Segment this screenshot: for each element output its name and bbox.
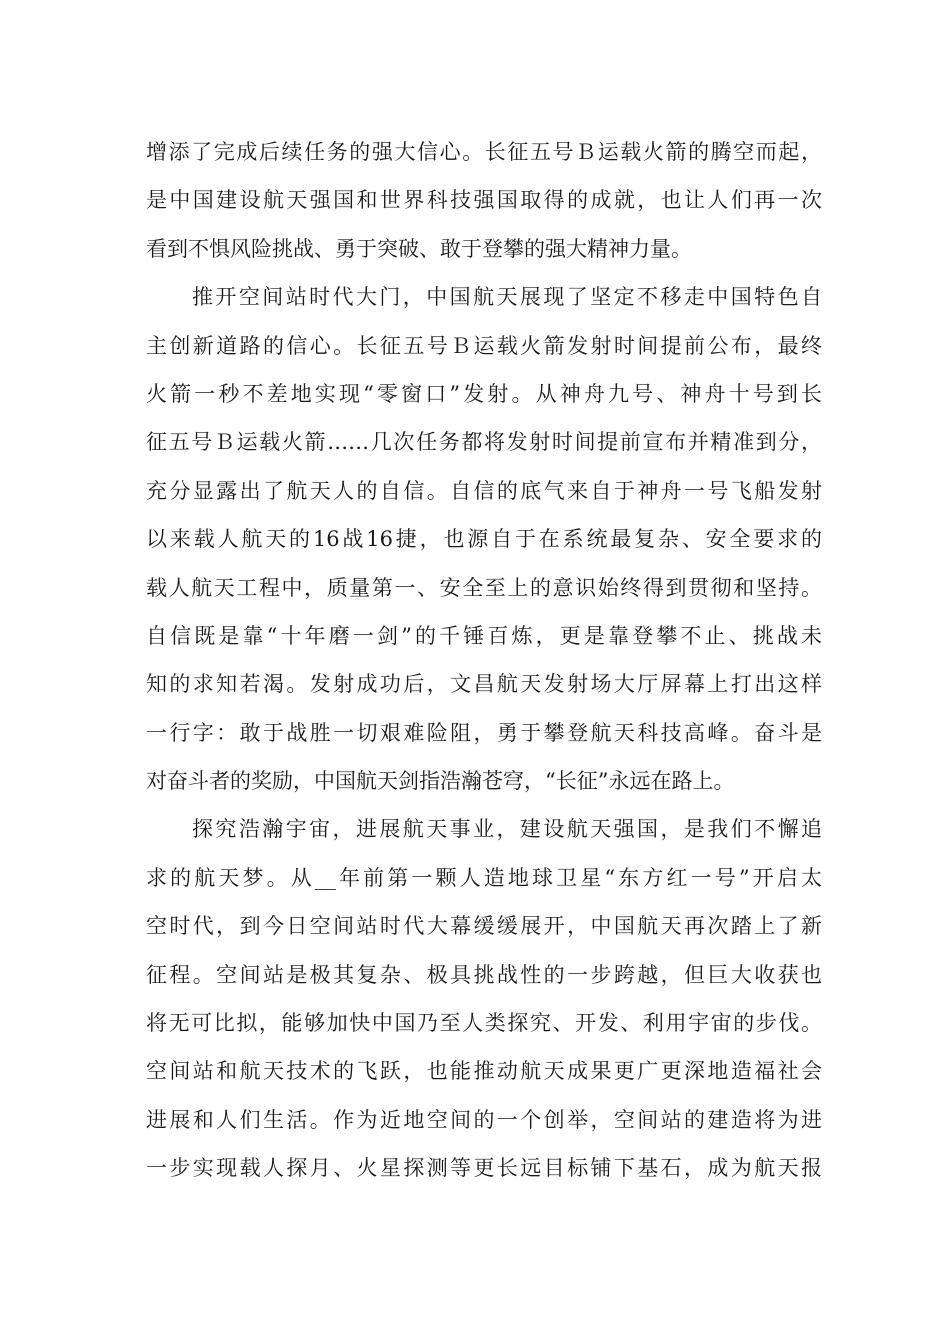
text-line: 求的航天梦。从__年前第一颗人造地球卫星“东方红一号”开启太	[146, 865, 822, 890]
paragraph-first-line: 推开空间站时代大门，中国航天展现了坚定不移走中国特色自	[192, 285, 822, 310]
text-line: 知的求知若渴。发射成功后，文昌航天发射场大厅屏幕上打出这样	[146, 672, 822, 697]
text-line: 看到不惧风险挑战、勇于突破、敢于登攀的强大精神力量。	[146, 236, 692, 261]
text-line: 一行字：敢于战胜一切艰难险阻，勇于攀登航天科技高峰。奋斗是	[146, 720, 822, 745]
body-text	[146, 128, 822, 1193]
text-line: 充分显露出了航天人的自信。自信的底气来自于神舟一号飞船发射	[146, 478, 822, 503]
text-line: 载人航天工程中，质量第一、安全至上的意识始终得到贯彻和坚持。	[146, 575, 822, 600]
paragraph-first-line: 探究浩瀚宇宙，进展航天事业，建设航天强国，是我们不懈追	[192, 817, 822, 842]
text-line: 一步实现载人探月、火星探测等更长远目标铺下基石，成为航天报	[146, 1156, 822, 1181]
text-line: 空间站和航天技术的飞跃，也能推动航天成果更广更深地造福社会	[146, 1059, 822, 1084]
text-line: 空时代，到今日空间站时代大幕缓缓展开，中国航天再次踏上了新	[146, 914, 822, 939]
text-line: 征程。空间站是极其复杂、极具挑战性的一步跨越，但巨大收获也	[146, 962, 822, 987]
text-line: 是中国建设航天强国和世界科技强国取得的成就，也让人们再一次	[146, 188, 822, 213]
text-line: 主创新道路的信心。长征五号Ｂ运载火箭发射时间提前公布，最终	[146, 333, 822, 358]
text-line: 将无可比拟，能够加快中国乃至人类探究、开发、利用宇宙的步伐。	[146, 1011, 822, 1036]
text-line: 增添了完成后续任务的强大信心。长征五号Ｂ运载火箭的腾空而起，	[146, 140, 822, 164]
text-line: 以来载人航天的16战16捷，也源自于在系统最复杂、安全要求的	[146, 527, 822, 552]
text-line: 对奋斗者的奖励，中国航天剑指浩瀚苍穹，“长征”永远在路上。	[146, 769, 735, 794]
text-line: 进展和人们生活。作为近地空间的一个创举，空间站的建造将为进	[146, 1107, 822, 1132]
text-line: 征五号Ｂ运载火箭……几次任务都将发射时间提前宣布并精准到分，	[146, 430, 822, 455]
text-line: 火箭一秒不差地实现“零窗口”发射。从神舟九号、神舟十号到长	[146, 381, 822, 406]
text-line: 自信既是靠“十年磨一剑”的千锤百炼，更是靠登攀不止、挑战未	[146, 623, 822, 648]
